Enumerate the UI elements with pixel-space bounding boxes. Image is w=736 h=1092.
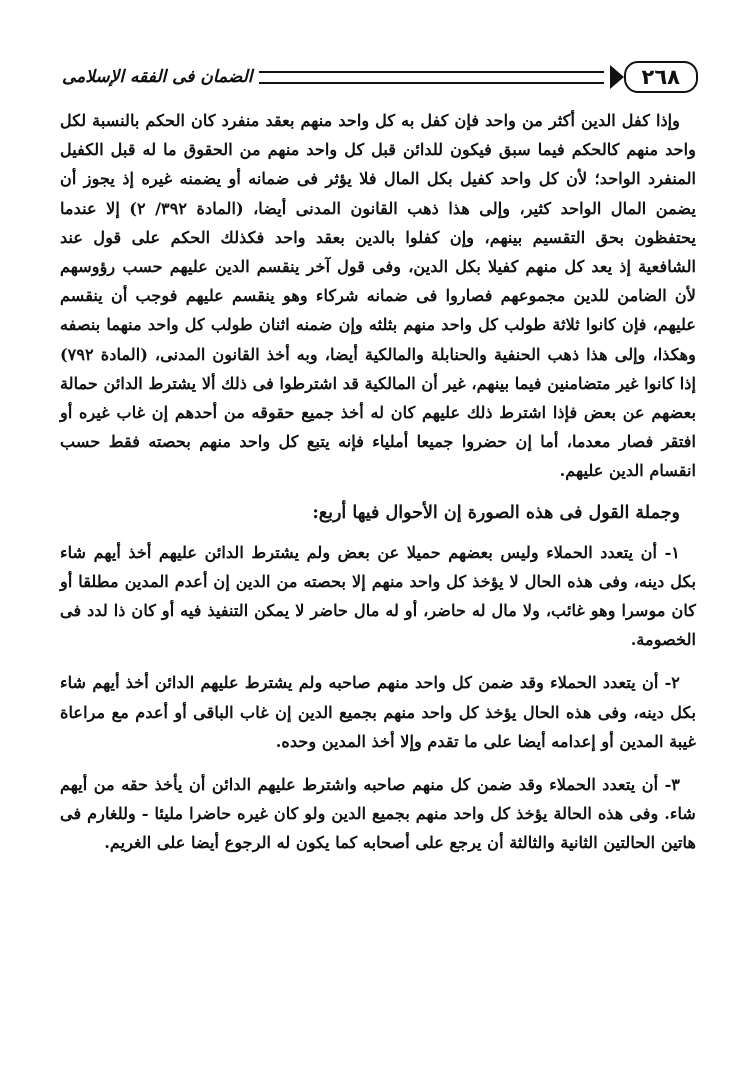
list-item: ٣- أن يتعدد الحملاء وقد ضمن كل منهم صاحبه واشترط عليهم الدائن أن يأخذ حقه من أيهم شاء. وفى هذه الحالة يؤخذ كل واحد منهم بجميع الدين ولو كان غيره حاضرا مليئا - وللغارم فى هاتين الحالتين الثانية والثالثة أن يرجع على أصحابه كما يكون له الرجوع أيضا على الغريم. [60,775,696,853]
page-body [60,106,696,858]
book-page [60,58,696,858]
page-header [60,58,696,96]
section-heading: وجملة القول فى هذه الصورة إن الأحوال فيها أربع: [312,502,680,523]
page-number: ٢٦٨ [624,61,698,93]
list-item: ٢- أن يتعدد الحملاء وقد ضمن كل واحد منهم صاحبه ولم يشترط عليهم الدائن أخذ أيهم شاء بكل دينه، وفى هذه الحال يؤخذ كل واحد منهم بجميع الدين إن غاب الباقى أو أعدم مع مراعاة غيبة المدين أو إعدامه أيضا على ما تقدم وإلا أخذ المدين وحده. [60,673,696,751]
list-item: ١- أن يتعدد الحملاء وليس بعضهم حميلا عن بعض ولم يشترط الدائن عليهم أخذ أيهم شاء بكل دينه، وفى هذه الحال لا يؤخذ كل واحد منهم إلا بحصته من الدين إن أعدم المدين مطلقا أو كان موسرا وهو غائب، ولا مال له حاضر، أو له مال حاضر لا يمكن التنفيذ فيه أو كان ذا لدد فى الخصومة. [60,542,696,650]
header-rule [259,71,604,84]
running-title: الضمان فى الفقه الإسلامى [62,67,253,87]
page-number-ornament-icon [610,65,624,89]
intro-paragraph: وإذا كفل الدين أكثر من واحد فإن كفل به كل واحد منهم بعقد منفرد كان الحكم بالنسبة لكل واحد منهم كالحكم فيما سبق فيكون للدائن قبل كل واحد منهم من الحقوق ما له قبل الكفيل المنفرد الواحد؛ لأن كل واحد كفيل بكل المال فلا يؤثر فى ضمانه أو يضمنه غيره إذ يجوز أن يضمن المال الواحد كثير، وإلى هذا ذهب القانون المدنى أيضا، (المادة ٣٩٢/ ٢) إلا عندما يحتفظون بحق التقسيم بينهم، وإن كفلوا بالدين بعقد واحد فكذلك الحكم على قول عند الشافعية إذ يعد كل منهم كفيلا بكل الدين، وفى قول آخر ينقسم الدين عليهم حسب رؤوسهم لأن الضامن للدين مجموعهم فصاروا فى ضمانه شركاء وهو ينقسم عليهم فوجب أن ينقسم عليهم، فإن كانوا ثلاثة طولب كل واحد منهم بثلثه وإن ضمنه اثنان طولب كل واحد منهما بنصفه وهكذا، وإلى هذا ذهب الحنفية والحنابلة والمالكية أيضا، وبه أخذ القانون المدنى، (المادة ٧٩٢) إذا كانوا غير متضامنين فيما بينهم، غير أن المالكية قد اشترطوا فى ذلك ألا يشترط الدائن حمالة بعضهم عن بعض فإذا اشترط ذلك عليهم كان له أخذ جميع حقوقه من أحدهم إن غاب غيره أو افتقر فصار معدما، أما إن حضروا جميعا أملياء فإنه يتبع كل واحد منهم بحصته فقط حسب انقسام الدين عليهم. [60,111,696,481]
